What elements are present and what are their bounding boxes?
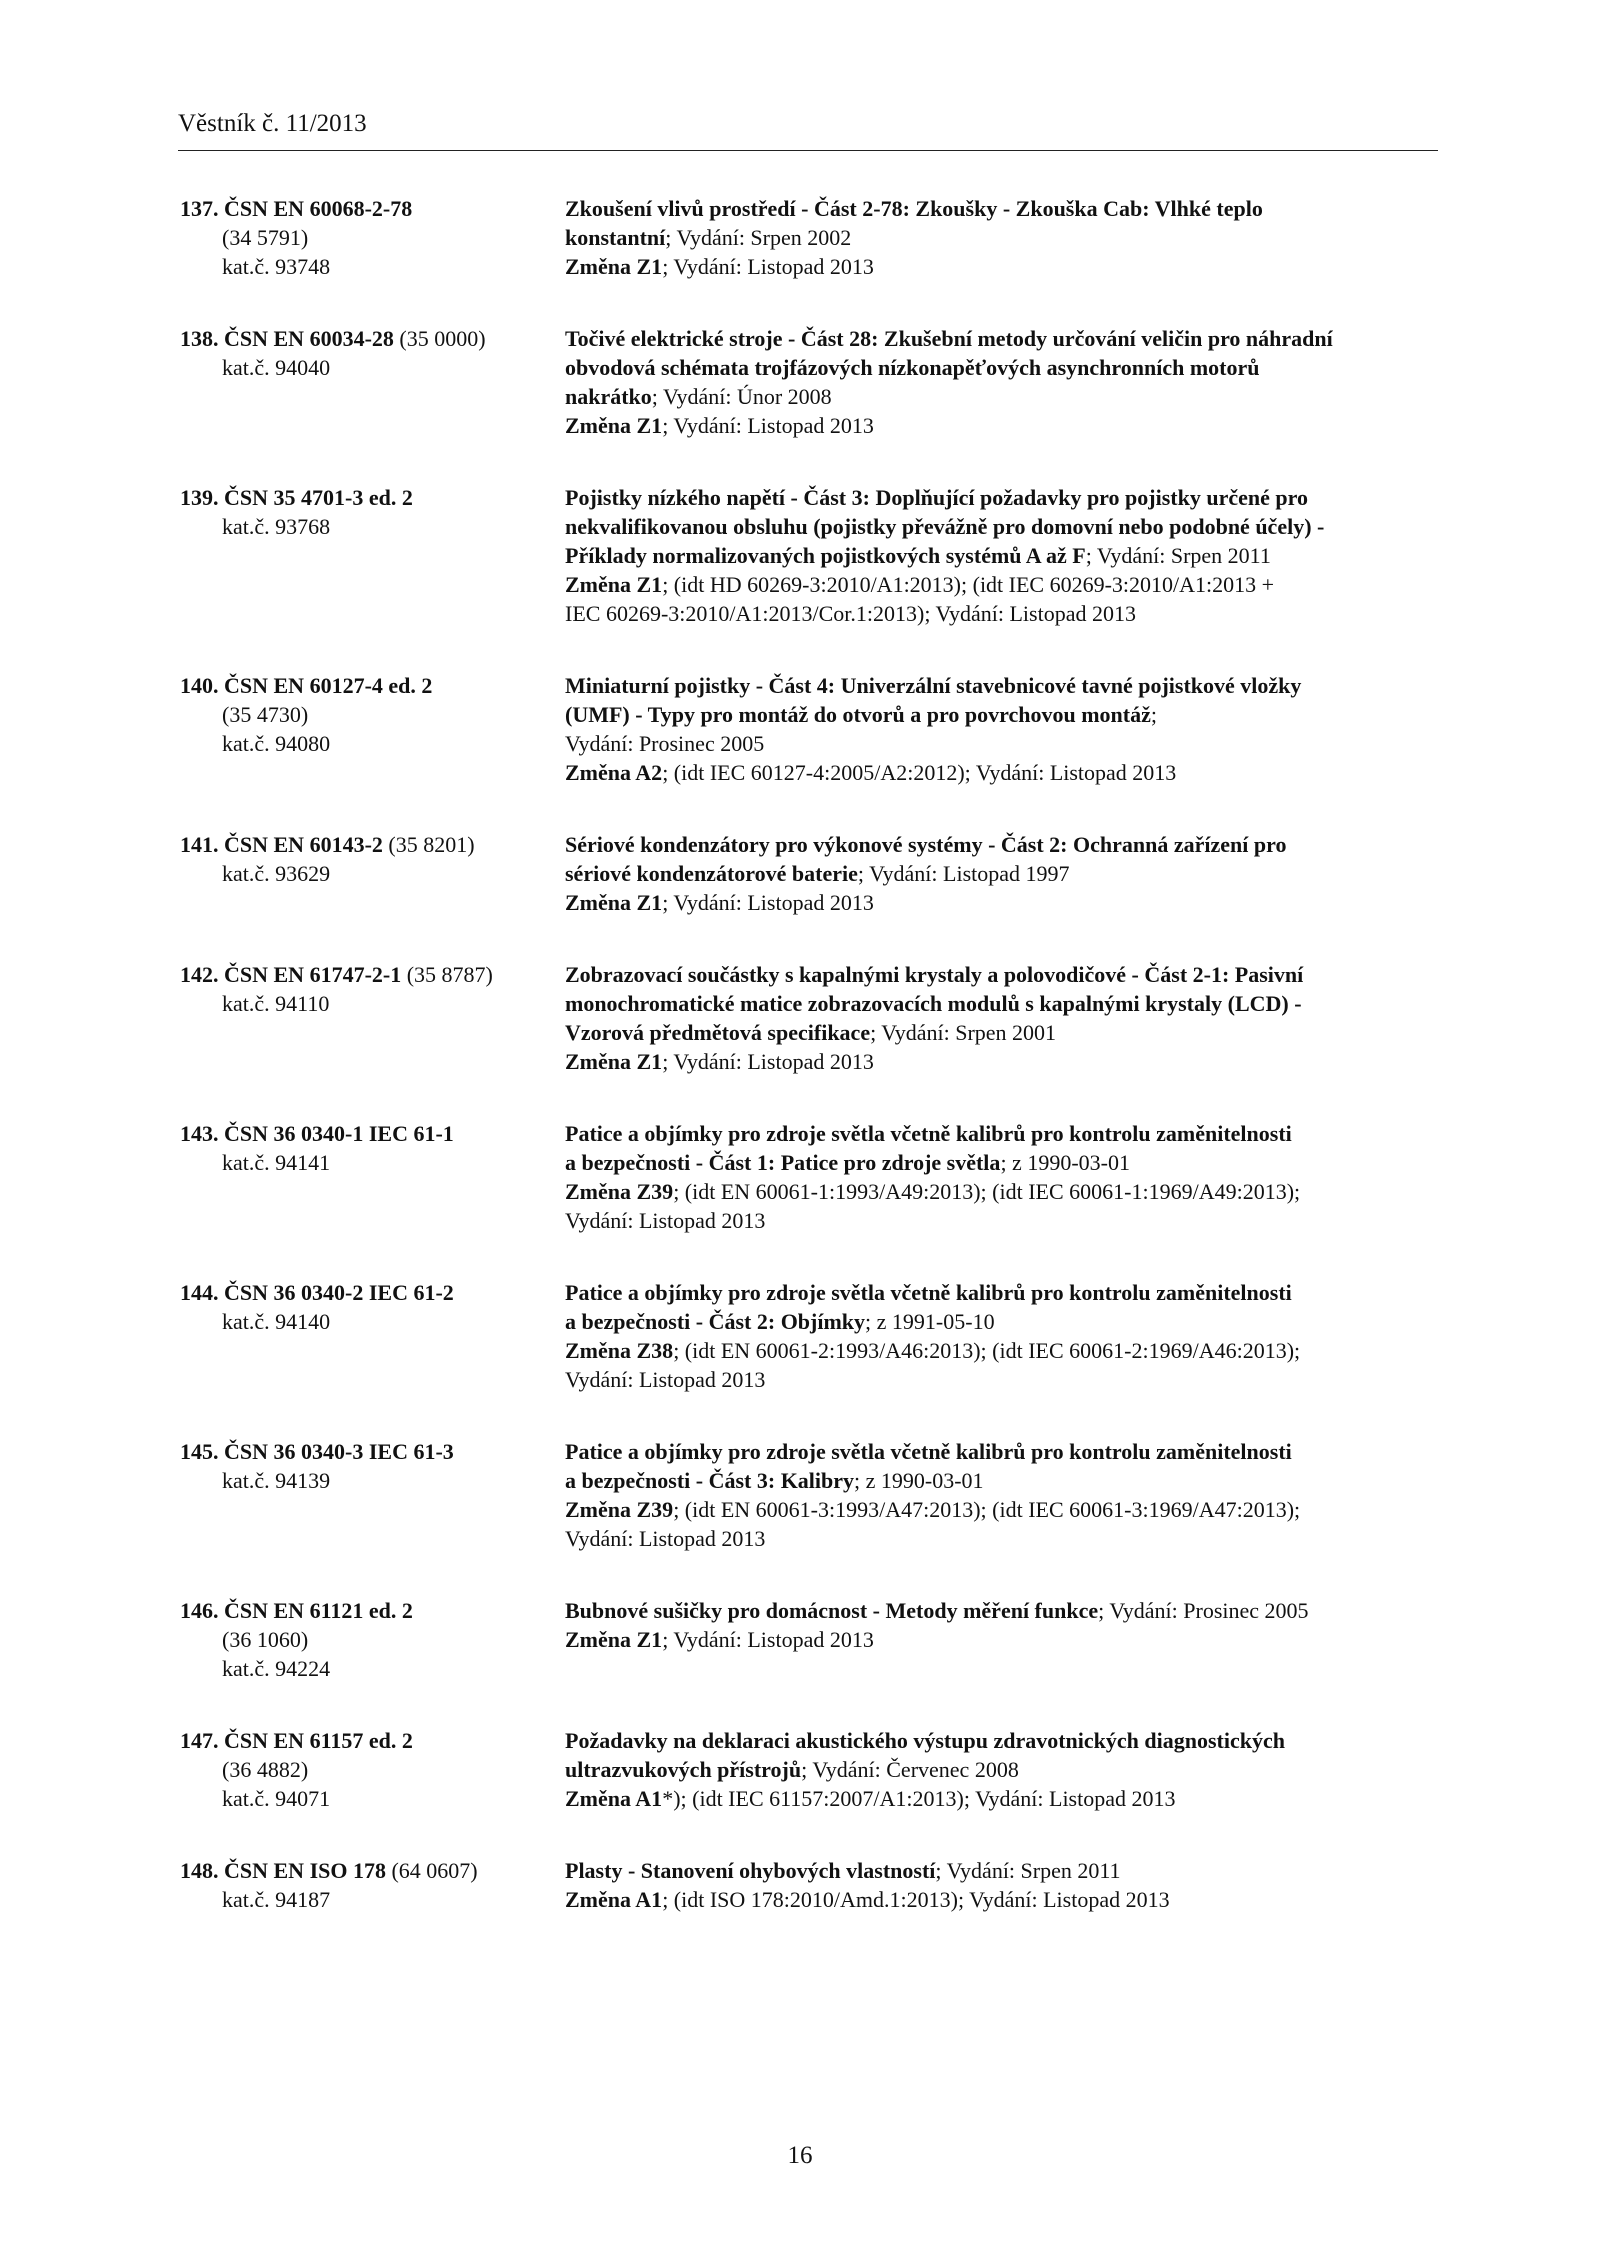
identifier-line bbox=[180, 1625, 565, 1654]
description-line bbox=[565, 729, 1445, 758]
text-segment: ; (idt ISO 178:2010/Amd.1:2013); Vydání: Listopad 2013 bbox=[662, 1887, 1170, 1912]
text-segment: ; z 1990-03-01 bbox=[1000, 1150, 1130, 1175]
description-line bbox=[565, 483, 1445, 512]
text-segment: nekvalifikovanou obsluhu (pojistky převážně pro domovní nebo podobné účely) - bbox=[565, 514, 1325, 539]
description-line bbox=[565, 830, 1445, 859]
text-segment: ; Vydání: Červenec 2008 bbox=[801, 1757, 1019, 1782]
text-segment: (64 0607) bbox=[385, 1858, 478, 1883]
identifier-line bbox=[180, 1119, 565, 1148]
text-segment: kat.č. 94224 bbox=[222, 1656, 331, 1681]
text-segment: (35 8787) bbox=[401, 962, 493, 987]
text-segment: (36 1060) bbox=[222, 1627, 309, 1652]
standard-description bbox=[565, 1437, 1445, 1553]
text-segment: konstantní bbox=[565, 225, 666, 250]
standard-identifier bbox=[180, 1278, 565, 1394]
text-segment: 139. ČSN 35 4701-3 ed. 2 bbox=[180, 485, 413, 510]
text-segment: 147. ČSN EN 61157 ed. 2 bbox=[180, 1728, 413, 1753]
text-segment: a bezpečnosti - Část 3: Kalibry bbox=[565, 1468, 855, 1493]
text-segment: Změna Z1 bbox=[565, 254, 663, 279]
text-segment: Požadavky na deklaraci akustického výstupu zdravotnických diagnostických bbox=[565, 1728, 1285, 1753]
text-segment: kat.č. 94141 bbox=[222, 1150, 331, 1175]
identifier-line bbox=[180, 483, 565, 512]
text-segment: Plasty - Stanovení ohybových vlastností bbox=[565, 1858, 936, 1883]
description-line bbox=[565, 1365, 1445, 1394]
text-segment: ultrazvukových přístrojů bbox=[565, 1757, 802, 1782]
text-segment: ; Vydání: Listopad 2013 bbox=[662, 413, 874, 438]
description-line bbox=[565, 1856, 1445, 1885]
text-segment: kat.č. 94071 bbox=[222, 1786, 331, 1811]
text-segment: 143. ČSN 36 0340-1 IEC 61-1 bbox=[180, 1121, 454, 1146]
standard-entry bbox=[180, 1437, 1445, 1553]
description-line bbox=[565, 1755, 1445, 1784]
standard-identifier bbox=[180, 1856, 565, 1914]
description-line bbox=[565, 1206, 1445, 1235]
text-segment: 140. ČSN EN 60127-4 ed. 2 bbox=[180, 673, 433, 698]
identifier-line bbox=[180, 830, 565, 859]
description-line bbox=[565, 671, 1445, 700]
standard-entry bbox=[180, 1119, 1445, 1235]
description-line bbox=[565, 960, 1445, 989]
standard-entry bbox=[180, 483, 1445, 628]
bulletin-title: Věstník č. 11/2013 bbox=[178, 110, 367, 137]
description-line bbox=[565, 1047, 1445, 1076]
text-segment: a bezpečnosti - Část 2: Objímky bbox=[565, 1309, 866, 1334]
text-segment: (34 5791) bbox=[222, 225, 309, 250]
standard-description bbox=[565, 1278, 1445, 1394]
text-segment: Pojistky nízkého napětí - Část 3: Doplňující požadavky pro pojistky určené pro bbox=[565, 485, 1308, 510]
description-line bbox=[565, 223, 1445, 252]
text-segment: ; Vydání: Únor 2008 bbox=[651, 384, 832, 409]
identifier-line bbox=[180, 859, 565, 888]
text-segment: 141. ČSN EN 60143-2 bbox=[180, 832, 383, 857]
standards-list bbox=[180, 194, 1445, 1957]
description-line bbox=[565, 541, 1445, 570]
identifier-line bbox=[180, 1755, 565, 1784]
text-segment: Vydání: Prosinec 2005 bbox=[565, 731, 765, 756]
description-line bbox=[565, 1596, 1445, 1625]
text-segment: a bezpečnosti - Část 1: Patice pro zdroje světla bbox=[565, 1150, 1001, 1175]
text-segment: (35 0000) bbox=[393, 326, 486, 351]
text-segment: ; (idt EN 60061-3:1993/A47:2013); (idt IEC 60061-3:1969/A47:2013); bbox=[673, 1497, 1301, 1522]
text-segment: 142. ČSN EN 61747-2-1 bbox=[180, 962, 402, 987]
text-segment: 137. ČSN EN 60068-2-78 bbox=[180, 196, 413, 221]
text-segment: (UMF) - Typy pro montáž do otvorů a pro povrchovou montáž bbox=[565, 702, 1151, 727]
text-segment: Vydání: Listopad 2013 bbox=[565, 1526, 766, 1551]
text-segment: Změna A1 bbox=[565, 1786, 663, 1811]
text-segment: ; Vydání: Srpen 2001 bbox=[870, 1020, 1057, 1045]
text-segment: Změna Z1 bbox=[565, 1627, 663, 1652]
text-segment: kat.č. 94140 bbox=[222, 1309, 331, 1334]
identifier-line bbox=[180, 960, 565, 989]
identifier-line bbox=[180, 353, 565, 382]
standard-entry bbox=[180, 324, 1445, 440]
description-line bbox=[565, 758, 1445, 787]
text-segment: ; (idt EN 60061-2:1993/A46:2013); (idt IEC 60061-2:1969/A46:2013); bbox=[673, 1338, 1301, 1363]
description-line bbox=[565, 859, 1445, 888]
text-segment: IEC 60269-3:2010/A1:2013/Cor.1:2013); Vydání: Listopad 2013 bbox=[565, 601, 1136, 626]
standard-identifier bbox=[180, 960, 565, 1076]
description-line bbox=[565, 599, 1445, 628]
text-segment: nakrátko bbox=[565, 384, 652, 409]
standard-entry bbox=[180, 1278, 1445, 1394]
description-line bbox=[565, 411, 1445, 440]
description-line bbox=[565, 1278, 1445, 1307]
text-segment: ; z 1991-05-10 bbox=[865, 1309, 995, 1334]
text-segment: ; Vydání: Srpen 2011 bbox=[935, 1858, 1121, 1883]
text-segment: kat.č. 94139 bbox=[222, 1468, 331, 1493]
text-segment: ; bbox=[1150, 702, 1157, 727]
description-line bbox=[565, 1177, 1445, 1206]
text-segment: Změna Z1 bbox=[565, 1049, 663, 1074]
identifier-line bbox=[180, 1654, 565, 1683]
identifier-line bbox=[180, 512, 565, 541]
text-segment: 148. ČSN EN ISO 178 bbox=[180, 1858, 386, 1883]
text-segment: Změna A2 bbox=[565, 760, 663, 785]
standard-description bbox=[565, 1726, 1445, 1813]
description-line bbox=[565, 700, 1445, 729]
identifier-line bbox=[180, 223, 565, 252]
description-line bbox=[565, 1726, 1445, 1755]
text-segment: Miniaturní pojistky - Část 4: Univerzální stavebnicové tavné pojistkové vložky bbox=[565, 673, 1302, 698]
standard-description bbox=[565, 960, 1445, 1076]
text-segment: ; Vydání: Srpen 2011 bbox=[1085, 543, 1271, 568]
standard-entry bbox=[180, 960, 1445, 1076]
standard-identifier bbox=[180, 671, 565, 787]
identifier-line bbox=[180, 989, 565, 1018]
description-line bbox=[565, 194, 1445, 223]
description-line bbox=[565, 1625, 1445, 1654]
standard-identifier bbox=[180, 194, 565, 281]
text-segment: Změna Z38 bbox=[565, 1338, 674, 1363]
text-segment: 144. ČSN 36 0340-2 IEC 61-2 bbox=[180, 1280, 454, 1305]
text-segment: 146. ČSN EN 61121 ed. 2 bbox=[180, 1598, 413, 1623]
identifier-line bbox=[180, 729, 565, 758]
text-segment: ; (idt EN 60061-1:1993/A49:2013); (idt IEC 60061-1:1969/A49:2013); bbox=[673, 1179, 1301, 1204]
text-segment: Zobrazovací součástky s kapalnými krystaly a polovodičové - Část 2-1: Pasivní bbox=[565, 962, 1304, 987]
identifier-line bbox=[180, 1784, 565, 1813]
standard-description bbox=[565, 671, 1445, 787]
description-line bbox=[565, 252, 1445, 281]
standard-identifier bbox=[180, 830, 565, 917]
description-line bbox=[565, 1119, 1445, 1148]
text-segment: Bubnové sušičky pro domácnost - Metody měření funkce bbox=[565, 1598, 1099, 1623]
description-line bbox=[565, 382, 1445, 411]
text-segment: kat.č. 93748 bbox=[222, 254, 331, 279]
page-number: 16 bbox=[787, 2142, 813, 2169]
text-segment: Patice a objímky pro zdroje světla včetně kalibrů pro kontrolu zaměnitelnosti bbox=[565, 1439, 1292, 1464]
standard-entry bbox=[180, 1856, 1445, 1914]
text-segment: ; Vydání: Listopad 1997 bbox=[857, 861, 1070, 886]
text-segment: Příklady normalizovaných pojistkových systémů A až F bbox=[565, 543, 1086, 568]
text-segment: ; Vydání: Listopad 2013 bbox=[662, 1627, 874, 1652]
identifier-line bbox=[180, 1466, 565, 1495]
standard-description bbox=[565, 1596, 1445, 1683]
identifier-line bbox=[180, 1278, 565, 1307]
description-line bbox=[565, 324, 1445, 353]
standard-identifier bbox=[180, 1437, 565, 1553]
text-segment: ; (idt HD 60269-3:2010/A1:2013); (idt IEC 60269-3:2010/A1:2013 + bbox=[662, 572, 1275, 597]
text-segment: ; Vydání: Srpen 2002 bbox=[665, 225, 852, 250]
description-line bbox=[565, 512, 1445, 541]
standard-identifier bbox=[180, 1119, 565, 1235]
identifier-line bbox=[180, 1726, 565, 1755]
standard-entry bbox=[180, 830, 1445, 917]
text-segment: *); (idt IEC 61157:2007/A1:2013); Vydání: Listopad 2013 bbox=[662, 1786, 1176, 1811]
standard-description bbox=[565, 1856, 1445, 1914]
text-segment: (36 4882) bbox=[222, 1757, 309, 1782]
standard-description bbox=[565, 483, 1445, 628]
text-segment: monochromatické matice zobrazovacích modulů s kapalnými krystaly (LCD) - bbox=[565, 991, 1302, 1016]
description-line bbox=[565, 1437, 1445, 1466]
description-line bbox=[565, 1495, 1445, 1524]
identifier-line bbox=[180, 1885, 565, 1914]
description-line bbox=[565, 1307, 1445, 1336]
text-segment: Patice a objímky pro zdroje světla včetně kalibrů pro kontrolu zaměnitelnosti bbox=[565, 1121, 1292, 1146]
text-segment: ; Vydání: Listopad 2013 bbox=[662, 890, 874, 915]
text-segment: kat.č. 93629 bbox=[222, 861, 331, 886]
text-segment: Změna Z1 bbox=[565, 413, 663, 438]
description-line bbox=[565, 1885, 1445, 1914]
identifier-line bbox=[180, 1148, 565, 1177]
standard-description bbox=[565, 324, 1445, 440]
identifier-line bbox=[180, 1437, 565, 1466]
text-segment: Vydání: Listopad 2013 bbox=[565, 1367, 766, 1392]
text-segment: Změna Z39 bbox=[565, 1497, 674, 1522]
text-segment: kat.č. 94187 bbox=[222, 1887, 331, 1912]
text-segment: ; (idt IEC 60127-4:2005/A2:2012); Vydání: Listopad 2013 bbox=[662, 760, 1177, 785]
text-segment: Vzorová předmětová specifikace bbox=[565, 1020, 871, 1045]
standard-identifier bbox=[180, 324, 565, 440]
standard-entry bbox=[180, 1726, 1445, 1813]
description-line bbox=[565, 570, 1445, 599]
text-segment: Změna Z1 bbox=[565, 890, 663, 915]
description-line bbox=[565, 1466, 1445, 1495]
text-segment: kat.č. 93768 bbox=[222, 514, 331, 539]
text-segment: ; Vydání: Listopad 2013 bbox=[662, 254, 874, 279]
text-segment: Sériové kondenzátory pro výkonové systémy - Část 2: Ochranná zařízení pro bbox=[565, 832, 1287, 857]
text-segment: Změna Z39 bbox=[565, 1179, 674, 1204]
text-segment: Vydání: Listopad 2013 bbox=[565, 1208, 766, 1233]
text-segment: 145. ČSN 36 0340-3 IEC 61-3 bbox=[180, 1439, 454, 1464]
identifier-line bbox=[180, 194, 565, 223]
text-segment: 138. ČSN EN 60034-28 bbox=[180, 326, 394, 351]
description-line bbox=[565, 1784, 1445, 1813]
text-segment: Točivé elektrické stroje - Část 28: Zkušební metody určování veličin pro náhradní bbox=[565, 326, 1333, 351]
standard-identifier bbox=[180, 1726, 565, 1813]
standard-identifier bbox=[180, 483, 565, 628]
description-line bbox=[565, 1148, 1445, 1177]
text-segment: (35 8201) bbox=[382, 832, 475, 857]
text-segment: Zkoušení vlivů prostředí - Část 2-78: Zkoušky - Zkouška Cab: Vlhké teplo bbox=[565, 196, 1263, 221]
description-line bbox=[565, 1336, 1445, 1365]
standard-entry bbox=[180, 671, 1445, 787]
description-line bbox=[565, 1018, 1445, 1047]
text-segment: Změna A1 bbox=[565, 1887, 663, 1912]
text-segment: kat.č. 94080 bbox=[222, 731, 331, 756]
standard-identifier bbox=[180, 1596, 565, 1683]
text-segment: kat.č. 94110 bbox=[222, 991, 330, 1016]
standard-entry bbox=[180, 1596, 1445, 1683]
description-line bbox=[565, 989, 1445, 1018]
text-segment: Změna Z1 bbox=[565, 572, 663, 597]
text-segment: (35 4730) bbox=[222, 702, 309, 727]
description-line bbox=[565, 1524, 1445, 1553]
text-segment: obvodová schémata trojfázových nízkonapěťových asynchronních motorů bbox=[565, 355, 1260, 380]
text-segment: Patice a objímky pro zdroje světla včetně kalibrů pro kontrolu zaměnitelnosti bbox=[565, 1280, 1292, 1305]
identifier-line bbox=[180, 252, 565, 281]
standard-description bbox=[565, 194, 1445, 281]
page-header bbox=[178, 110, 1438, 151]
identifier-line bbox=[180, 1307, 565, 1336]
standard-description bbox=[565, 830, 1445, 917]
text-segment: ; z 1990-03-01 bbox=[854, 1468, 984, 1493]
text-segment: ; Vydání: Listopad 2013 bbox=[662, 1049, 874, 1074]
text-segment: ; Vydání: Prosinec 2005 bbox=[1098, 1598, 1309, 1623]
text-segment: kat.č. 94040 bbox=[222, 355, 331, 380]
text-segment: sériové kondenzátorové baterie bbox=[565, 861, 858, 886]
description-line bbox=[565, 888, 1445, 917]
standard-description bbox=[565, 1119, 1445, 1235]
identifier-line bbox=[180, 700, 565, 729]
identifier-line bbox=[180, 671, 565, 700]
identifier-line bbox=[180, 1596, 565, 1625]
identifier-line bbox=[180, 1856, 565, 1885]
description-line bbox=[565, 353, 1445, 382]
standard-entry bbox=[180, 194, 1445, 281]
identifier-line bbox=[180, 324, 565, 353]
